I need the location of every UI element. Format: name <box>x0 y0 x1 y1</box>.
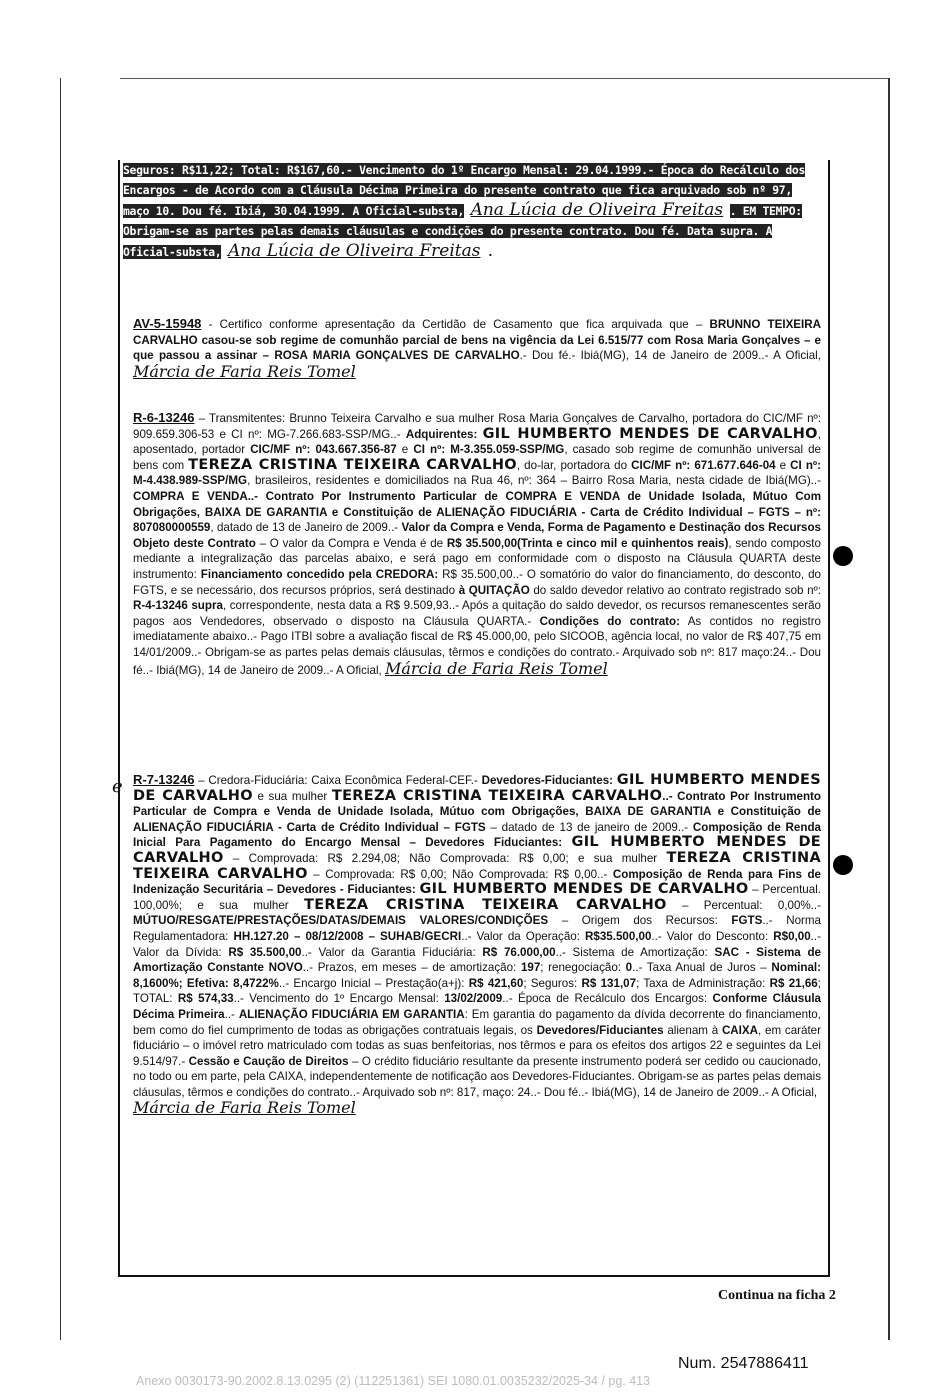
record-r6 <box>133 410 821 678</box>
party-name: TEREZA CRISTINA TEIXEIRA CARVALHO <box>188 456 517 473</box>
page-frame-left <box>60 78 61 1340</box>
record-text: , sendo composto mediante a integralização das parcelas abaixo, e será pago em conformidade com o disposto na Cláusula QUARTA deste instrumento: <box>133 536 821 581</box>
record-text: , brasileiros, residentes e domiciliados na Rua 46, nº: 364 – Bairro Rosa Maria, nesta cidade de Ibiá(MG)..- <box>247 474 821 488</box>
record-text: ; Taxa de Administração: <box>636 976 770 990</box>
party-name: TEREZA CRISTINA TEIXEIRA CARVALHO <box>133 849 821 882</box>
record-bold: R$ 421,60 <box>468 976 524 990</box>
record-text: – Comprovada: R$ 0,00; Não Comprovada: R$ 0,00..- <box>307 867 613 881</box>
record-text: – Comprovada: R$ 2.294,08; Não Comprovada: R$ 0,00; e sua mulher <box>223 851 667 865</box>
record-bold: BRUNNO TEIXEIRA CARVALHO casou-se sob regime de comunhão parcial de bens na vigência da Lei 6.515/77 com Rosa Maria Gonçalves – e que passou a assinar – ROSA MARIA GONÇALVES DE CARVALHO <box>133 318 821 363</box>
punch-hole <box>833 546 853 566</box>
party-name: TEREZA CRISTINA TEIXEIRA CARVALHO <box>331 787 663 804</box>
record-code: R-6-13246 <box>133 410 195 425</box>
record-bold: R$35.500,00 <box>585 929 652 943</box>
record-text: - Certifico conforme apresentação da Certidão de Casamento que fica arquivada que – <box>201 318 710 331</box>
record-text: ..- Norma Regulamentadora: <box>133 914 822 943</box>
record-av5 <box>133 316 821 381</box>
record-text: alienam à <box>663 1023 722 1037</box>
record-bold: HH.127.20 – 08/12/2008 – SUHAB/GECRI <box>233 929 462 943</box>
previous-record-continuation <box>123 160 823 262</box>
record-bold: Devedores-Fiduciantes: <box>481 774 617 787</box>
record-text: – Credora-Fiduciária: Caixa Econômica Federal-CEF.- <box>194 774 482 787</box>
typed-text: Seguros: R$11,22; Total: R$167,60.- Vencimento do 1º Encargo Mensal: 29.04.1999.- Época do Recálculo dos Encargos - de Acordo com a Cláusula Décima Primeira do presente contrato que fica arquivado sob nº 97, maço 10. Dou fé. Ibiá, 30.04.1999. A Oficial-substa, <box>123 163 806 218</box>
record-bold: Nominal: 8,1600%; Efetiva: 8,4722% <box>133 961 821 990</box>
footer-stamp: Anexo 0030173-90.2002.8.13.0295 (2) (112251361) SEI 1080.01.0035232/2025-34 / pg. 413 <box>136 1374 651 1388</box>
record-bold: COMPRA E VENDA..- Contrato Por Instrumento Particular de COMPRA E VENDA de Unidade Isolada, Mútuo Com Obrigações, BAIXA DE GARANTIA e Constituição de ALIENAÇÃO FIDUCIÁRIA - Carta de Crédito Individual – FGTS – nº: 807080000559 <box>133 489 821 535</box>
record-bold: R$ 35.500,00(Trinta e cinco mil e quinhentos reais) <box>446 536 729 550</box>
record-bold: CAIXA <box>721 1023 759 1037</box>
record-bold: R$ 35.500,00 <box>228 945 302 959</box>
record-bold: R-4-13246 supra <box>133 599 223 613</box>
record-bold: CI nº: M-4.438.989-SSP/MG <box>133 458 822 488</box>
record-text: ..- Valor do Desconto: <box>651 929 774 943</box>
record-text: , casado sob regime de comunhão universal de bens com <box>133 443 822 472</box>
party-name: GIL HUMBERTO MENDES DE CARVALHO <box>419 881 749 898</box>
record-bold: Composição de Renda para Fins de Indenização Securitária – Devedores - Fiduciantes: <box>133 867 821 897</box>
record-text: , em caráter fiduciário – o imóvel retro matriculado com todas as suas benfeitorias, nos têrmos e para os efeitos dos artigos 22 e seguintes da Lei 9.514/97.- <box>133 1023 821 1068</box>
record-bold: ALIENAÇÃO FIDUCIÁRIA EM GARANTIA <box>238 1007 465 1021</box>
record-text: R$ 35.500,00..- O somatório do valor do financiamento, do desconto, do FGTS, e se necessário, dos recursos próprios, será destinado <box>133 567 821 597</box>
record-bold: R$ 21,66 <box>769 976 818 990</box>
party-name: GIL HUMBERTO MENDES DE CARVALHO <box>482 425 818 442</box>
record-bold: 0 <box>625 961 633 975</box>
record-text: – Percentual. 100,00%; e sua mulher <box>133 883 821 912</box>
record-bold: Composição de Renda Inicial Para Pagamento do Encargo Mensal – Devedores Fiduciantes: <box>133 820 821 850</box>
record-bold: R$0,00 <box>773 929 811 943</box>
record-text: , datado de 13 de Janeiro de 2009..- <box>210 521 402 535</box>
record-bold: CI nº: M-3.355.059-SSP/MG <box>413 443 565 457</box>
party-name: GIL HUMBERTO MENDES DE CARVALHO <box>133 834 822 866</box>
record-text: .- Dou fé.- Ibiá(MG), 14 de Janeiro de 2009..- A Oficial, <box>519 349 821 363</box>
record-bold: SAC - Sistema de Amortização Constante NOVO <box>133 945 821 975</box>
record-bold: R$ 76.000,00 <box>482 945 556 959</box>
page-frame-top <box>120 78 890 79</box>
record-bold: R$ 574,33 <box>177 992 234 1006</box>
record-text: ..- Sistema de Amortização: <box>555 945 715 959</box>
record-bold: MÚTUO/RESGATE/PRESTAÇÕES/DATAS/DEMAIS VALORES/CONDIÇÕES <box>133 914 549 928</box>
record-bold: Devedores/Fiduciantes <box>536 1023 664 1037</box>
document-number: Num. 2547886411 <box>678 1355 809 1372</box>
record-bold: FGTS <box>731 914 763 928</box>
record-bold: CIC/MF nº: 043.667.356-87 <box>250 443 397 457</box>
record-bold: Cessão e Caução de Direitos <box>188 1054 349 1068</box>
record-text: , correspondente, nesta data a R$ 9.509,93..- Após a quitação do saldo devedor, os recursos remanescentes serão pagos aos Vendedores, observado o disposto na Cláusula QUARTA.- <box>133 599 821 628</box>
record-text: , aposentado, portador <box>133 427 821 457</box>
record-text: – Transmitentes: Brunno Teixeira Carvalho e sua mulher Rosa Maria Gonçalves de Carvalho, portadora do CIC/MF nº: 909.659.306-53 e CI nº: MG-7.266.683-SSP/MG..- <box>133 412 821 441</box>
record-text: – datado de 13 de janeiro de 2009..- <box>485 820 693 834</box>
signature-ana: Ana Lúcia de Oliveira Freitas <box>470 200 724 220</box>
record-r7 <box>133 772 821 1118</box>
typed-text-3: . <box>487 245 494 259</box>
record-text: ..- Valor da Operação: <box>461 929 586 943</box>
record-text: , do-lar, portadora do <box>516 458 632 472</box>
record-text: ..- <box>224 1007 239 1021</box>
record-text: ; renegociação: <box>540 961 626 975</box>
record-text: – O crédito fiduciário resultante da presente instrumento poderá ser cedido ou caucionado, no todo ou em parte, pela CAIXA, independentemente de notificação aos Devedores-Fiduciantes. Obrigam-se as partes pelas demais cláusulas, têrmos e condições do contrato..- Arquivado sob nº: 817, maço: 24..- Dou fé..- Ibiá(MG), 14 de Janeiro de 2009..- A Oficial, <box>133 1054 821 1099</box>
record-bold: Conforme Cláusula Décima Primeira <box>133 992 821 1021</box>
record-text: As contidos no registro imediatamente abaixo..- Pago ITBI sobre a avaliação fiscal de R$ 45.000,00, pelo SICOOB, agência local, no valor de R$ 407,75 em 14/01/2009..- Obrigam-se as partes pelas demais cláusulas, têrmos e condições do contrato.- Arquivado sob nº: 817 maço:24..- Dou fé..- Ibiá(MG), 14 de Janeiro de 2009..- A Oficial, <box>133 614 821 677</box>
record-bold: Condições do contrato: <box>539 614 680 628</box>
record-text: ..- Época de Recálculo dos Encargos: <box>502 992 713 1006</box>
margin-mark: e <box>112 776 123 797</box>
signature-marcia: Márcia de Faria Reis Tomel <box>133 1098 356 1118</box>
party-name: GIL HUMBERTO MENDES DE CARVALHO <box>133 772 822 804</box>
record-text: : Em garantia do pagamento da dívida decorrente do financiamento, bem como do fiel cumprimento de todas as obrigações contratuais legais, os <box>133 1007 821 1037</box>
record-text: ; TOTAL: <box>133 976 821 1006</box>
record-text: do saldo devedor relativo ao contrato registrado sob nº: <box>529 583 822 597</box>
record-text: ..- Taxa Anual de Juros – <box>632 961 772 975</box>
record-bold: 13/02/2009 <box>444 992 503 1006</box>
signature-marcia: Márcia de Faria Reis Tomel <box>384 658 608 678</box>
record-bold: CIC/MF nº: 671.677.646-04 <box>631 458 776 472</box>
record-text: ..- Valor da Dívida: <box>133 929 821 959</box>
record-text: – Percentual: 0,00%..- <box>666 898 821 912</box>
signature-ana-2: Ana Lúcia de Oliveira Freitas <box>227 241 481 261</box>
record-bold: Financiamento concedido pela CREDORA: <box>200 567 439 581</box>
record-text: ..- Prazos, em meses – de amortização: <box>302 961 521 975</box>
record-bold: R$ 131,07 <box>581 976 637 990</box>
record-code: AV-5-15948 <box>133 316 202 331</box>
record-bold: Valor da Compra e Venda, Forma de Pagamento e Destinação dos Recursos Objeto deste Contrato <box>133 521 822 550</box>
record-text: – O valor da Compra e Venda é de <box>255 536 447 550</box>
record-text: – Origem dos Recursos: <box>548 914 732 928</box>
page-frame-right <box>888 78 890 1340</box>
record-text: ..- Encargo Inicial – Prestação(a+j): <box>278 976 469 990</box>
signature-marcia: Márcia de Faria Reis Tomel <box>133 361 356 381</box>
record-text: ..- Vencimento do 1º Encargo Mensal: <box>233 992 445 1006</box>
record-text: e <box>775 458 791 472</box>
continues-note: Continua na ficha 2 <box>718 1288 836 1303</box>
record-text: ; Seguros: <box>523 976 582 990</box>
record-code: R-7-13246 <box>133 772 195 787</box>
record-bold: Adquirentes: <box>405 427 483 441</box>
record-text: ..- Valor da Garantia Fiduciária: <box>301 945 483 959</box>
party-name: TEREZA CRISTINA TEIXEIRA CARVALHO <box>304 896 667 913</box>
punch-hole <box>833 855 853 875</box>
record-text: e <box>396 443 414 457</box>
record-text: e sua mulher <box>252 789 332 803</box>
record-bold: à QUITAÇÃO <box>458 583 530 597</box>
record-bold: ..- Contrato Por Instrumento Particular de Compra e Venda de Unidade Isolada, Mútuo com Obrigações, BAIXA DE GARANTIA e Constituição de ALIENAÇÃO FIDUCIÁRIA - Carta de Crédito Individual – FGTS <box>133 789 821 834</box>
typed-text-2: . EM TEMPO: Obrigam-se as partes pelas demais cláusulas e condições do presente contrato. Dou fé. Data supra. A Oficial-substa, <box>123 204 802 259</box>
record-bold: 197 <box>520 961 541 975</box>
